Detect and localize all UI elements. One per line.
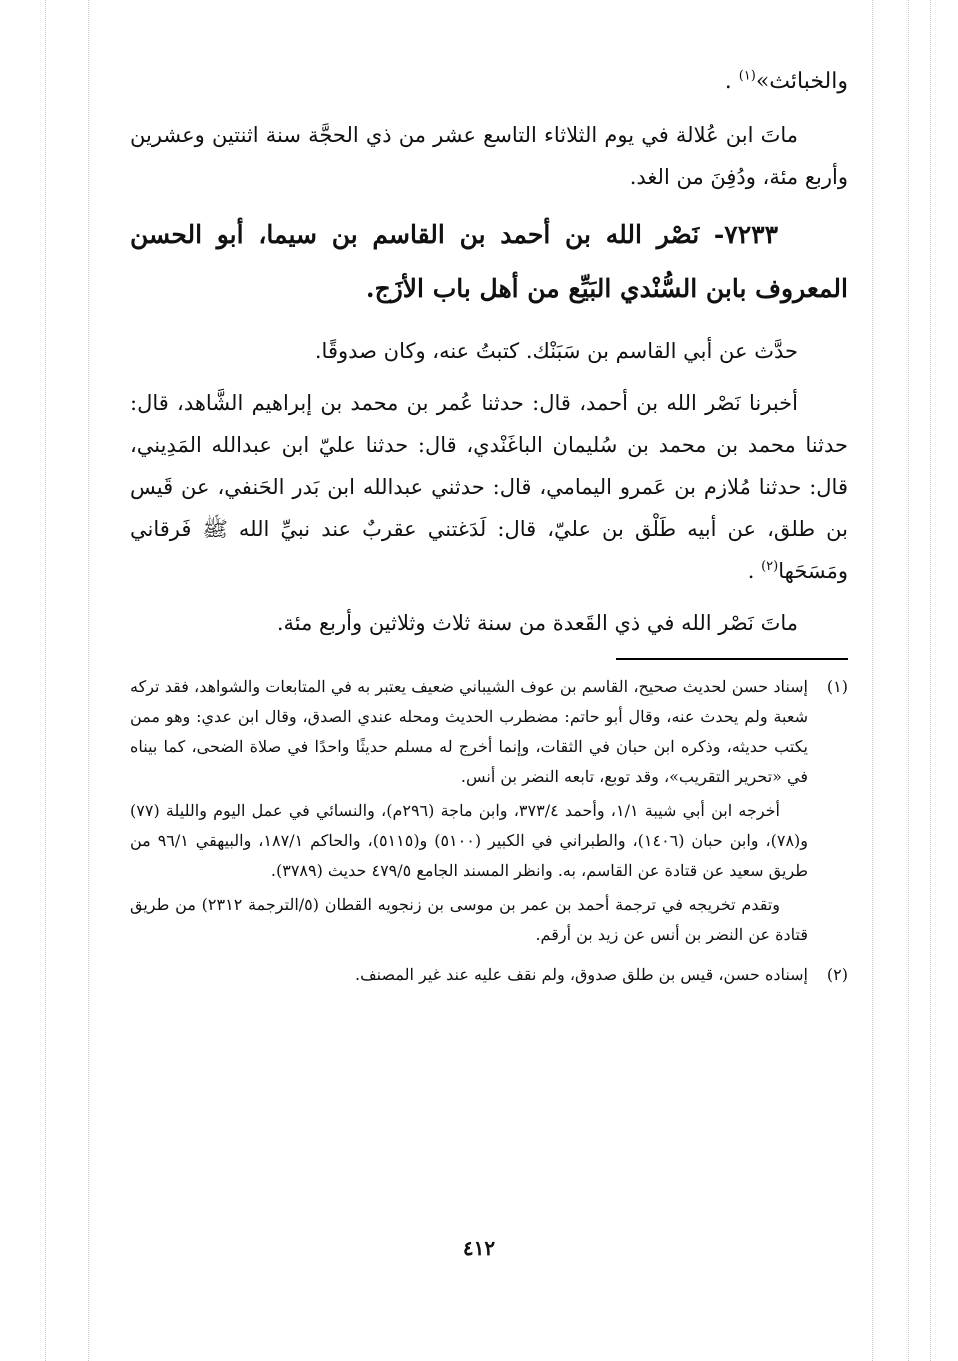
footnote-paragraph: إسناد حسن لحديث صحيح، القاسم بن عوف الشيباني ضعيف يعتبر به في المتابعات والشواهد، فقد تركه شعبة ولم يحدث عنه، وقال أبو حاتم: مضطرب الحديث ومحله عندي الصدق، وقال ابن عدي: وهو ممن يكتب حديثه، وذكره ابن حبان في الثقات، وإنما أخرج له مسلم حديثًا واحدًا في صلاة الضحى، كما بيناه في «تحرير التقريب»، وقد توبع، تابعه النضر بن أنس. xyxy=(130,677,809,786)
entry-heading: ٧٢٣٣- نَصْر الله بن أحمد بن القاسم بن سيما، أبو الحسن المعروف بابن السُّنْدي البَيِّع من أهل باب الأزَج. xyxy=(130,220,848,303)
death-note-nasrallah: ماتَ نَصْر الله في ذي القَعدة من سنة ثلاث وثلاثين وأربع مئة. xyxy=(276,611,798,635)
footnote-ref-1: (١) xyxy=(738,68,756,84)
narration-note: حدَّث عن أبي القاسم بن سَبَنْك. كتبتُ عنه، وكان صدوقًا. xyxy=(314,339,798,363)
page-content xyxy=(130,62,848,1000)
page-number: ٤١٢ xyxy=(462,1236,496,1260)
scan-guide-line xyxy=(930,0,931,1361)
continuation-text: والخبائث» xyxy=(755,69,848,94)
footnote-body xyxy=(130,960,808,994)
scan-guide-line xyxy=(45,0,46,1361)
footnote-paragraph: وتقدم تخريجه في ترجمة أحمد بن عمر بن موسى بن زنجويه القطان (٥/الترجمة ٢٣١٢) من طريق قتادة عن النضر بن أنس عن زيد بن أرقم. xyxy=(130,895,808,944)
isnad-paragraph xyxy=(130,382,848,592)
footnote-1 xyxy=(130,672,848,954)
footnote-paragraph: أخرجه ابن أبي شيبة ١/١، وأحمد ٣٧٣/٤، وابن ماجة (٢٩٦م)، والنسائي في عمل اليوم والليلة (٧٧) و(٧٨)، وابن حبان (١٤٠٦)، والطبراني في الكبير (٥١٠٠) و(٥١١٥)، والحاكم ١٨٧/١، والبيهقي ٩٦/١ من طريق سعيد عن قتادة عن القاسم، به. وانظر المسند الجامع ٤٧٩/٥ حديث (٣٧٨٩). xyxy=(130,801,809,880)
scan-guide-line xyxy=(88,0,89,1361)
footnote-body xyxy=(130,672,808,954)
scan-guide-line xyxy=(908,0,909,1361)
footnote-number: (٢) xyxy=(826,965,848,984)
isnad-end: . xyxy=(747,559,762,583)
footnote-2 xyxy=(130,960,848,994)
footnote-paragraph: إسناده حسن، قيس بن طلق صدوق، ولم نقف عليه عند غير المصنف. xyxy=(354,965,808,984)
scan-guide-line xyxy=(872,0,873,1361)
continuation-line xyxy=(130,62,848,102)
footnote-number: (١) xyxy=(826,677,848,696)
footnote-ref-2: (٢) xyxy=(761,559,779,574)
death-note-ibn-ulala: ماتَ ابن عُلالة في يوم الثلاثاء التاسع عشر من ذي الحجَّة سنة اثنتين وعشرين وأربع مئة، ودُفِنَ من الغد. xyxy=(130,123,848,189)
continuation-end: . xyxy=(724,69,739,94)
isnad-text: أخبرنا نَصْر الله بن أحمد، قال: حدثنا عُمر بن محمد بن إبراهيم الشَّاهد، قال: حدثنا محمد بن محمد بن سُليمان الباغَنْدي، قال: حدثنا عليّ ابن عبدالله المَدِيني، قال: حدثنا مُلازم بن عَمرو اليمامي، قال: حدثني عبدالله ابن بَدر الحَنفي، عن قَيس بن طلق، عن أبيه طَلْق بن عليّ، قال: لَدَغتني عقربٌ عند نبيِّ الله ﷺ فَرقاني ومَسَحَها xyxy=(130,391,848,583)
footnote-separator xyxy=(616,658,848,660)
